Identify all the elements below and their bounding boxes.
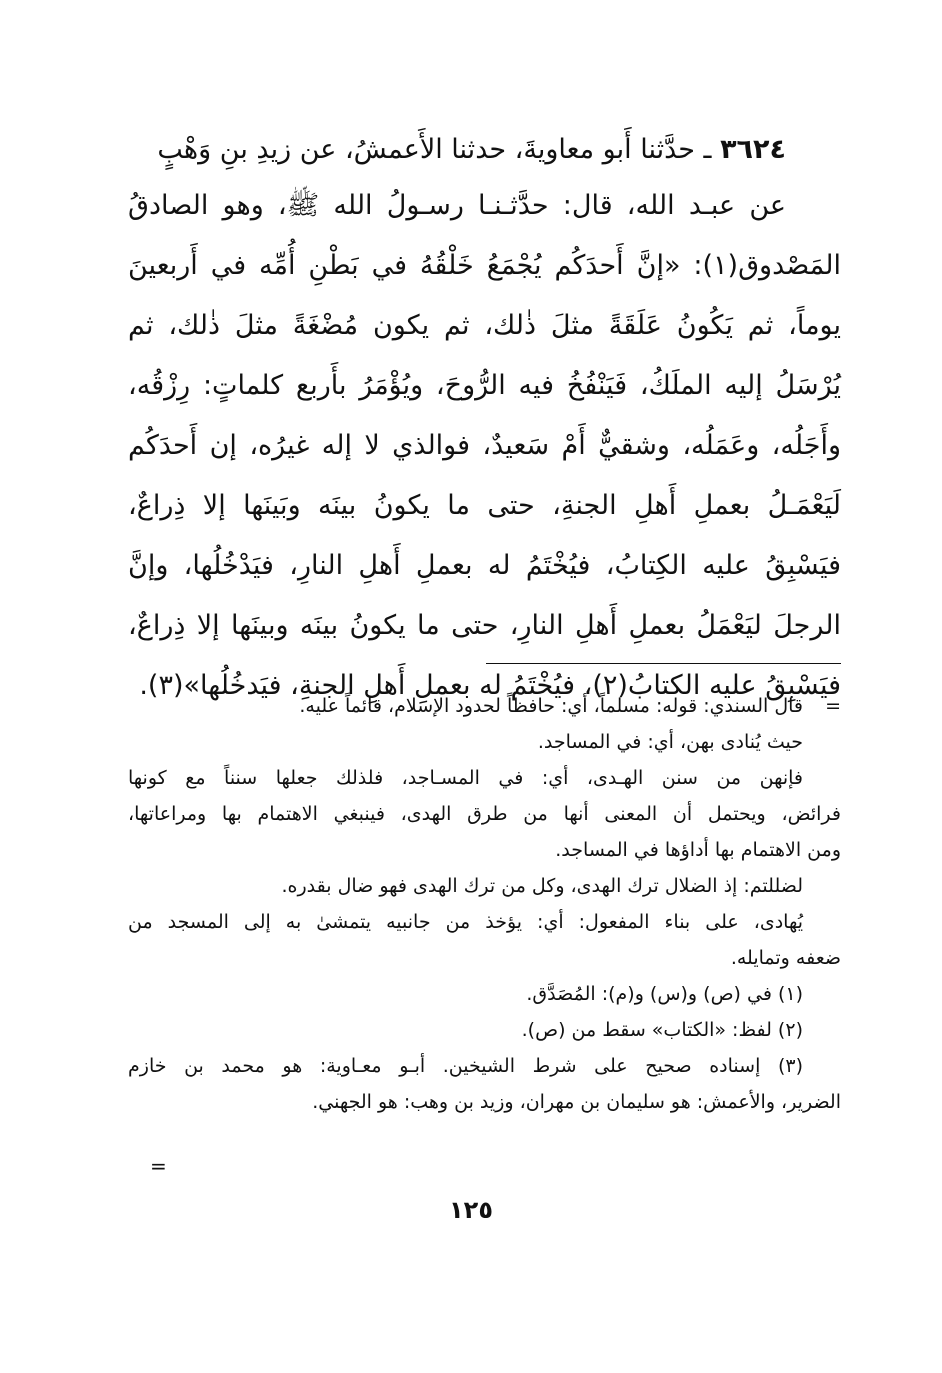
footnote-divider xyxy=(486,663,841,664)
hadith-line: فيَسْبِقُ عليه الكتابُ(٢)، فيُخْتَمُ له بعملِ أَهلِ الجنةِ، فيَدخُلُها»(٣). xyxy=(139,670,841,701)
hadith-line: يُرْسَلُ إليه الملَكُ، فَيَنْفُخُ فيه الرُّوحَ، ويُؤْمَرُ بأَربع كلماتٍ: رِزْقُه، xyxy=(128,370,841,401)
hadith-line: عن عبـد الله، قال: حدَّثـنـا رسـولُ الله ﷺ، وهو الصادقُ xyxy=(128,190,786,221)
footnote: (١) في (ص) و(س) و(م): المُصَدَّق. xyxy=(526,983,803,1005)
continuation-marker: = xyxy=(825,695,841,717)
hadith-heading xyxy=(128,124,841,176)
hadith-line: فيَسْبِقُ عليه الكِتابُ، فيُخْتَمُ له بعملِ أَهلِ النارِ، فيَدْخُلُها، وإنَّ xyxy=(128,550,841,581)
footnote: (٢) لفظ: «الكتاب» سقط من (ص). xyxy=(521,1019,803,1041)
footnotes-section xyxy=(128,688,841,1120)
note-line xyxy=(128,688,841,724)
note-line: يُهادى، على بناء المفعول: أي: يؤخذ من جانبيه يتمشىٰ به إلى المسجد من xyxy=(128,911,803,933)
page-number: ١٢٥ xyxy=(449,1196,493,1224)
hadith-line: وأَجَلُه، وعَمَلُه، وشقيٌّ أَمْ سَعيدٌ، فوالذي لا إله غيرُه، إن أَحدَكُم xyxy=(128,430,841,461)
end-marker: = xyxy=(150,1154,167,1178)
hadith-number: ٣٦٢٤ xyxy=(720,134,786,165)
footnote: الضرير، والأعمش: هو سليمان بن مهران، وزيد بن وهب: هو الجهني. xyxy=(312,1091,841,1113)
footnote: (٣) إسناده صحيح على شرط الشيخين. أبـو معـاوية: هو محمد بن خازم xyxy=(128,1055,803,1077)
hadith-line: الرجلَ ليَعْمَلُ بعملِ أَهلِ النارِ، حتى ما يكونُ بينَه وبينَها إلا ذِراعٌ، xyxy=(128,610,841,641)
hadith-chain: ـ حدَّثنا أَبو معاويةَ، حدثنا الأَعمشُ، عن زيدِ بنِ وَهْبٍ xyxy=(157,134,712,165)
hadith-line: يوماً، ثم يَكُونُ عَلَقَةً مثلَ ذٰلك، ثم يكون مُضْغَةً مثلَ ذٰلك، ثم xyxy=(128,310,841,341)
note-line: ضعفه وتمايله. xyxy=(730,947,841,969)
note-text: قال السندي: قوله: مسلماً، أي: حافظاً لحدود الإسلام، قائماً عليه. xyxy=(299,695,803,717)
note-line: فإنهن من سنن الهـدى، أي: في المسـاجد، فلذلك جعلها سنناً مع كونها xyxy=(128,767,803,789)
note-line: لضللتم: إذ الضلال ترك الهدى، وكل من ترك الهدى فهو ضال بقدره. xyxy=(281,875,803,897)
hadith-text xyxy=(128,124,841,716)
hadith-line: المَصْدوق(١): «إنَّ أَحدَكُم يُجْمَعُ خَلْقُهُ في بَطْنِ أُمِّه في أَربعينَ xyxy=(128,250,841,281)
note-line: فرائض، ويحتمل أن المعنى أنها من طرق الهدى، فينبغي الاهتمام بها ومراعاتها، xyxy=(128,803,841,825)
hadith-line: لَيَعْمَـلُ بعملِ أَهلِ الجنةِ، حتى ما يكونُ بينَه وبَينَها إلا ذِراعٌ، xyxy=(128,490,841,521)
note-line: حيث يُنادى بهن، أي: في المساجد. xyxy=(537,731,803,753)
note-line: ومن الاهتمام بها أداؤها في المساجد. xyxy=(555,839,841,861)
